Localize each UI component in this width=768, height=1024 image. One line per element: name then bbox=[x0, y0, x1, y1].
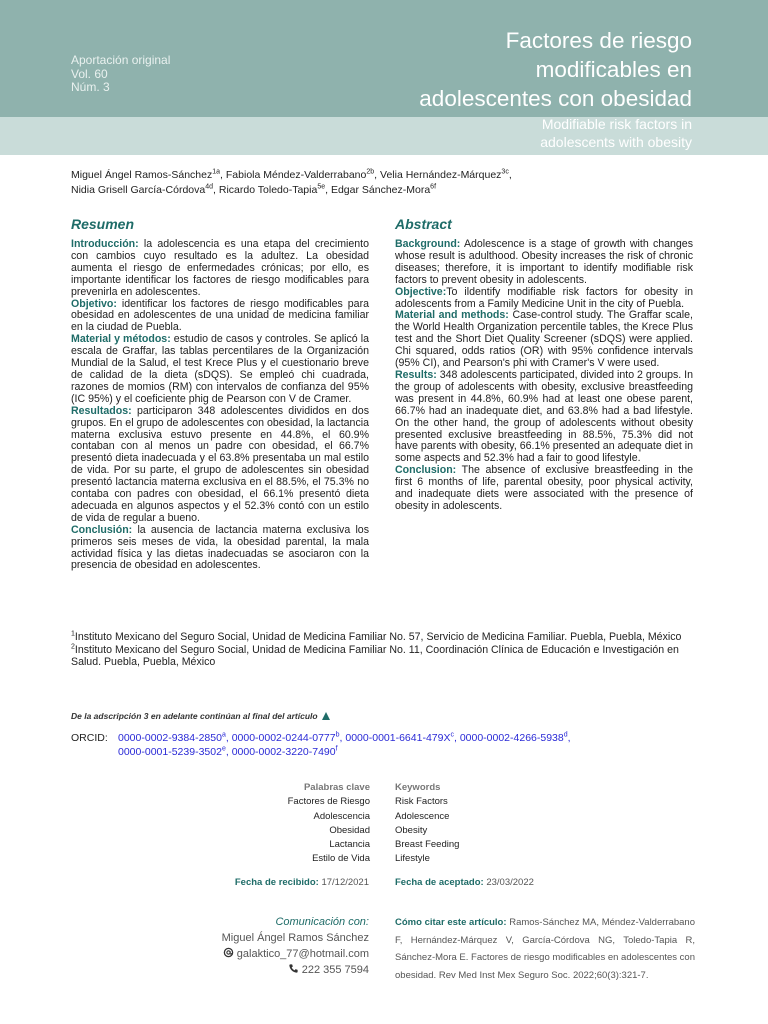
adscription-note: De la adscripción 3 en adelante continúan al final del artículo bbox=[71, 711, 330, 721]
abstract-conclusion: Conclusion: The absence of exclusive breastfeeding in the first 6 months of life, parental obesity, poor physical activity, and inadequate diets were associated with the presence of obesity in adolescents. bbox=[395, 464, 693, 512]
orcid-link[interactable]: 0000-0002-4266-5938 bbox=[459, 732, 564, 744]
contact-phone-row bbox=[149, 962, 369, 978]
abstract-results: Results: 348 adolescents participated, divided into 2 groups. In the group of adolescents with obesity, exclusive breastfeeding was present in 44.8%, 60.9% had at least one obese parent, 66.7% had an inadequate diet, and 63.8% had a bad lifestyle. On the other hand, the group of adolescents without obesity presented exclusive breastfeeding in 88.5%, 75.3% did not have parents with obesity, 66.1% presented an adequate diet in some aspects and 52.3% had a fair to good lifestyle. bbox=[395, 368, 693, 465]
accepted-date: Fecha de aceptado: 23/03/2022 bbox=[395, 877, 534, 888]
keyword-en: Lifestyle bbox=[395, 853, 430, 865]
citation-block bbox=[395, 914, 695, 984]
keyword-es: Estilo de Vida bbox=[312, 853, 370, 865]
keyword-es: Adolescencia bbox=[313, 810, 370, 822]
author-name: Ricardo Toledo-Tapia bbox=[218, 184, 318, 196]
citation-label: Cómo citar este artículo: bbox=[395, 917, 507, 928]
received-date: Fecha de recibido: 17/12/2021 bbox=[234, 877, 369, 888]
keyword-es: Factores de Riesgo bbox=[287, 796, 370, 808]
author-line-1: Miguel Ángel Ramos-Sánchez$^{1a}$, Fabiola Méndez-Valderrabano$^{2b}$, Velia Hernández-Márquez$^{3c}$, bbox=[71, 168, 512, 181]
keywords-en-heading: Keywords bbox=[395, 782, 441, 793]
resumen-resultados: Resultados: participaron 348 adolescentes divididos en dos grupos. En el grupo de adolescentes con obesidad, la lactancia materna exclusiva estuvo presente en 44.8%, el 60.9% contaban con al menos un padre con obesidad, el 66.7% presentó dieta inadecuada y el 63.8% presentaba un mal estilo de vida. Por su parte, el grupo de adolescentes sin obesidad presentó lactancia materna exclusiva en el 88.5%, el 75.3% no contaba con padres con obesidad, el 66.1% presentó dieta adecuada en algunos aspectos y el 52.3% contó con un estilo de vida de regular a bueno. bbox=[71, 404, 369, 524]
contact-email[interactable]: galaktico_77@hotmail.com bbox=[236, 948, 369, 960]
citation-text: Ramos-Sánchez MA, Méndez-Valderrabano F, Hernández-Márquez V, García-Córdova NG, Toledo-Tapia R, Sánchez-Mora E. Factores de riesgo modificables en adolescentes con obesidad. Rev Med Inst Mex Seguro Soc. 2022;60(3):321-7. bbox=[395, 917, 695, 981]
orcid-label: ORCID: bbox=[71, 732, 108, 744]
article-meta bbox=[71, 54, 170, 95]
abstract-heading: Abstract bbox=[395, 216, 452, 232]
keywords-es-heading: Palabras clave bbox=[303, 782, 370, 793]
keyword-es: Obesidad bbox=[329, 824, 370, 836]
contact-label: Comunicación con: bbox=[275, 916, 369, 928]
keywords-en bbox=[395, 781, 595, 867]
author-name: Fabiola Méndez-Valderrabano bbox=[225, 169, 367, 181]
article-title: Factores de riesgo modificables en adolescentes con obesidad bbox=[419, 28, 692, 111]
author-list bbox=[71, 168, 711, 198]
orcid-link[interactable]: 0000-0001-5239-3502 bbox=[118, 746, 222, 758]
orcid-link[interactable]: 0000-0001-6641-479X bbox=[345, 732, 451, 744]
contact-email-row bbox=[149, 946, 369, 962]
author-name: Miguel Ángel Ramos-Sánchez bbox=[71, 169, 213, 181]
abstract-methods: Material and methods: Case-control study. The Graffar scale, the World Health Organization percentile tables, the Krece Plus test and the Short Diet Quality Screener (sDQS) were applied. Chi squared, odds ratios (OR) with 95% confidence intervals (95% CI), and Pearson's phi with Cramer's V were used. bbox=[395, 309, 693, 370]
affiliation-2: $^2$Instituto Mexicano del Seguro Social, Unidad de Medicina Familiar No. 11, Coordinación Clínica de Educación e Investigación en Salud. Puebla, Puebla, México bbox=[71, 643, 679, 668]
author-name: Edgar Sánchez-Mora bbox=[330, 184, 431, 196]
orcid-line-2: 0000-0001-5239-3502e, 0000-0002-3220-7490$^f$ bbox=[118, 745, 338, 758]
contact-name: Miguel Ángel Ramos Sánchez bbox=[221, 932, 369, 944]
contact-block bbox=[149, 914, 369, 978]
keyword-en: Obesity bbox=[395, 824, 428, 836]
keywords-es bbox=[170, 781, 370, 867]
volume: Vol. 60 bbox=[71, 66, 108, 81]
author-name: Velia Hernández-Márquez bbox=[380, 169, 502, 181]
article-subtitle: Modifiable risk factors in adolescents with obesity bbox=[540, 116, 692, 150]
contact-phone: 222 355 7594 bbox=[301, 964, 369, 976]
resumen-metodos: Material y métodos: estudio de casos y controles. Se aplicó la escala de Graffar, las tablas percentilares de la Organización Mundial de la Salud, el test Krece Plus y el cuestionario breve de calidad de la dieta (sDQS). Se empleó chi cuadrada, razones de momios (RM) con intervalos de confianza del 95% (IC 95%) y el coeficiente phig de Pearson con V de Cramer. bbox=[71, 333, 369, 405]
orcid-link[interactable]: 0000-0002-9384-2850 bbox=[118, 732, 222, 744]
resumen-conclusion: Conclusión: la ausencia de lactancia materna exclusiva los primeros seis meses de vida, la obesidad parental, la mala actividad física y las dietas inadecuadas se asociaron con la presencia de obesidad en adolescentes. bbox=[71, 523, 369, 572]
keyword-es: Lactancia bbox=[329, 839, 370, 851]
phone-icon bbox=[288, 963, 299, 974]
article-type: Aportación original bbox=[71, 53, 171, 67]
keyword-en: Risk Factors bbox=[395, 796, 448, 808]
author-line-2: Nidia Grisell García-Córdova$^{4d}$, Ricardo Toledo-Tapia$^{5e}$, Edgar Sánchez-Mora$^{6f}$ bbox=[71, 183, 437, 196]
email-icon bbox=[223, 947, 234, 958]
affiliation-1: $^1$Instituto Mexicano del Seguro Social, Unidad de Medicina Familiar No. 57, Servicio de Medicina Familiar. Puebla, Puebla, México bbox=[71, 630, 682, 643]
resumen-introduccion: Introducción: la adolescencia es una etapa del crecimiento con cambios cuyo resultado es la adultez. La obesidad aumenta el riesgo de enfermedades crónicas; por ello, es importante identificar los factores de riesgo modificables para prevenirla en adolescentes. bbox=[71, 238, 369, 298]
abstract-background: Background: Adolescence is a stage of growth with changes whose result is adulthood. Obesity increases the risk of chronic diseases; therefore, it is important to identify modifiable risk factors to prevent obesity in adolescents. bbox=[395, 238, 693, 286]
resumen-column bbox=[71, 215, 369, 572]
issue-number: Núm. 3 bbox=[71, 80, 110, 94]
orcid-link[interactable]: 0000-0002-0244-0777 bbox=[231, 732, 336, 744]
affiliations bbox=[71, 631, 697, 669]
keyword-en: Breast Feeding bbox=[395, 839, 460, 851]
orcid-link[interactable]: 0000-0002-3220-7490 bbox=[231, 746, 336, 758]
resumen-objetivo: Objetivo: identificar los factores de riesgo modificables para obesidad en adolescentes de una unidad de medicina familiar en la ciudad de Puebla. bbox=[71, 297, 369, 334]
resumen-heading: Resumen bbox=[71, 216, 135, 232]
orcid-line-1: 0000-0002-9384-2850$^a$, 0000-0002-0244-0777$^b$, $0000-0001-6641-479X^c$, 0000-0002-4266-5938$^d$, bbox=[118, 731, 571, 744]
abstract-column bbox=[395, 215, 693, 513]
keyword-en: Adolescence bbox=[395, 810, 450, 822]
abstract-objective: Objective:To ildentify modifiable risk factors for obesity in adolescents from a Family Medicine Unit in the city of Puebla. bbox=[395, 285, 693, 310]
author-name: Nidia Grisell García-Córdova bbox=[71, 184, 206, 196]
triangle-up-icon[interactable] bbox=[322, 712, 330, 720]
orcid-ids bbox=[118, 731, 638, 759]
